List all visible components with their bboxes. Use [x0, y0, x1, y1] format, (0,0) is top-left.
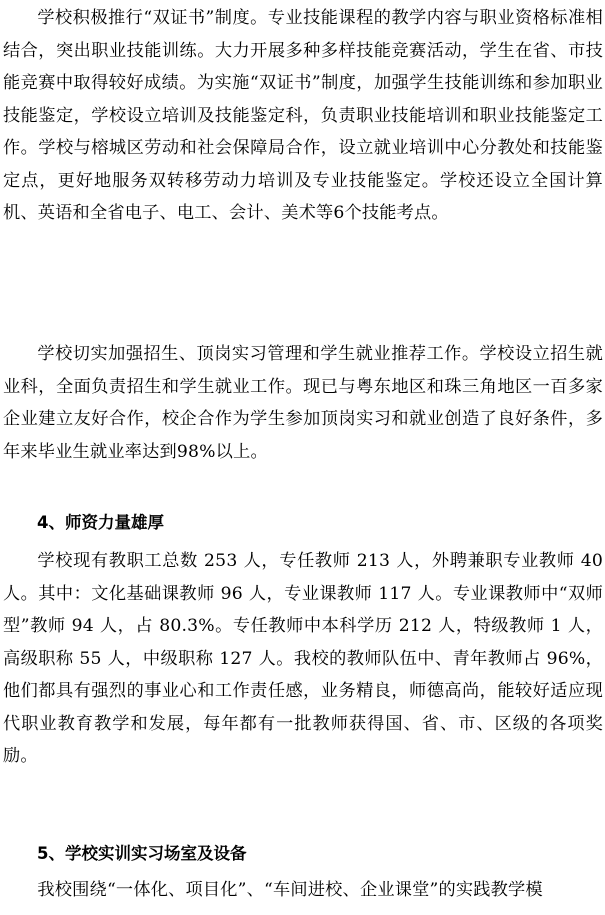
paragraph-enrollment-employment: 学校切实加强招生、顶岗实习管理和学生就业推荐工作。学校设立招生就业科，全面负责招生和学生就业工作。现已与粤东地区和珠三角地区一百多家企业建立友好合作，校企合作为学生参加顶岗实习和就业创造了良好条件，多年来毕业生就业率达到98%以上。	[3, 344, 603, 462]
paragraph-training-model: 我校围绕“一体化、项目化”、“车间进校、企业课堂”的实践教学模	[37, 880, 543, 900]
section-heading-training-facilities: 5、学校实训实习场室及设备	[37, 844, 247, 863]
section-heading-teachers: 4、师资力量雄厚	[37, 513, 164, 532]
paragraph-double-certificate: 学校积极推行“双证书”制度。专业技能课程的教学内容与职业资格标准相结合，突出职业技能训练。大力开展多种多样技能竞赛活动，学生在省、市技能竞赛中取得较好成绩。为实施“双证书”制度，加强学生技能训练和参加职业技能鉴定，学校设立培训及技能鉴定科，负责职业技能培训和职业技能鉴定工作。学校与榕城区劳动和社会保障局合作，设立就业培训中心分教处和技能鉴定点，更好地服务双转移劳动力培训及专业技能鉴定。学校还设立全国计算机、英语和全省电子、电工、会计、美术等6个技能考点。	[3, 8, 603, 223]
paragraph-teacher-staff: 学校现有教职工总数 253 人，专任教师 213 人，外聘兼职专业教师 40 人。其中：文化基础课教师 96 人，专业课教师 117 人。专业课教师中“双师型”教师 94 人，占 80.3%。专任教师中本科学历 212 人，特级教师 1 人，高级职称 55 人，中级职称 127 人。我校的教师队伍中、青年教师占 96%，他们都具有强烈的事业心和工作责任感，业务精良，师德高尚，能较好适应现代职业教育教学和发展，每年都有一批教师获得国、省、市、区级的各项奖励。	[3, 551, 603, 766]
